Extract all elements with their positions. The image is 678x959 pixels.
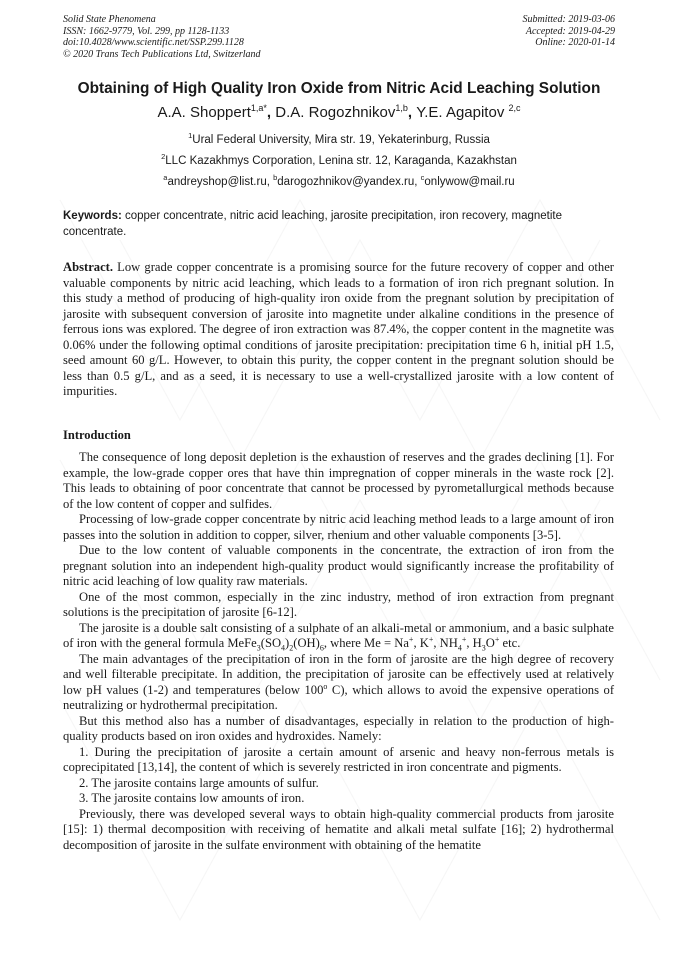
author-separator: , <box>266 104 276 121</box>
formula-text: ) <box>285 636 290 650</box>
formula-text: , K <box>413 636 429 650</box>
paragraph: One of the most common, especially in the zinc industry, method of iron extraction from pregnant solutions is the precipitation of jarosite [6-12]. <box>63 589 614 619</box>
formula-superscript: + <box>494 634 500 644</box>
list-item: 2. The jarosite contains large amounts of sulfur. <box>79 775 319 790</box>
paragraph-advantages <box>63 652 614 714</box>
affiliation-2 <box>0 152 678 167</box>
journal-copyright: © 2020 Trans Tech Publications Ltd, Switzerland <box>63 48 261 60</box>
affiliation-text: Ural Federal University, Mira str. 19, Yekaterinburg, Russia <box>192 133 490 146</box>
author-affiliation-mark: 1,b <box>395 103 408 113</box>
formula-subscript: 6 <box>319 643 324 653</box>
paragraph: Processing of low-grade copper concentrate by nitric acid leaching method leads to a large amount of iron passes into the solution in addition to copper, silver, rhenium and other valuable components [3-5]. <box>63 512 614 542</box>
author-name: Y.E. Agapitov <box>416 104 509 121</box>
author-name: D.A. Rogozhnikov <box>275 104 396 121</box>
author-list <box>0 103 678 121</box>
formula-text: etc. <box>499 636 521 650</box>
email-link[interactable]: darogozhnikov@yandex.ru, <box>277 175 421 188</box>
abstract-text: Low grade copper concentrate is a promising source for the future recovery of copper and other valuable components by nitric acid leaching, which leads to a formation of iron rich pregnant solution. In this study a method of producing of high-quality iron oxide from the pregnant solution by precipitation of jarosite with subsequent conversion of jarosite into magnetite under alkaline conditions in the presence of ferrous ions was explored. The degree of iron extraction was 87.4%, the copper content in the magnetite was 0.06% under the following optimal conditions of jarosite precipitation: precipitation time 6 h, initial pH 1.5, seed amount 60 g/L. However, to obtain this purity, the copper content in the pregnant solution should be less than 0.5 g/L, and as a seed, it is necessary to use a well-crystallized jarosite with a low content of impurities. <box>63 260 614 398</box>
formula-superscript: + <box>408 634 414 644</box>
author-separator: , <box>407 104 417 121</box>
affiliation-mark: 2 <box>161 152 166 161</box>
paragraph-text: The main advantages of the precipitation of iron in the form of jarosite are the high degree of recovery and well filterable precipitate. In addition, the precipitation of jarosite can be effectively used at relatively low pH values (1-2) and temperatures (below 100 <box>63 651 614 697</box>
abstract-label: Abstract. <box>63 260 114 274</box>
section-heading-introduction: Introduction <box>63 428 131 442</box>
paragraph: But this method also has a number of disadvantages, especially in relation to the production of high-quality products based on iron oxides and hydroxides. Namely: <box>63 713 614 743</box>
paragraph: Previously, there was developed several ways to obtain high-quality commercial products from jarosite [15]: 1) thermal decomposition with receiving of hematite and alkali metal sulfate [16]; 2) hydrothermal decomposition of jarosite in the sulfate environment with obtaining of the hematite <box>63 806 614 852</box>
keywords <box>63 208 614 240</box>
formula-subscript: 3 <box>256 643 261 653</box>
formula-text: , where Me = Na <box>323 636 409 650</box>
formula-subscript: 4 <box>457 643 462 653</box>
keywords-label: Keywords: <box>63 210 122 222</box>
keywords-text: copper concentrate, nitric acid leaching, jarosite precipitation, iron recovery, magnetite concentrate. <box>63 210 563 238</box>
paper-title: Obtaining of High Quality Iron Oxide from Nitric Acid Leaching Solution <box>77 80 601 97</box>
degree-superscript: o <box>323 681 328 691</box>
journal-issn: ISSN: 1662-9779, Vol. 299, pp 1128-1133 <box>63 25 230 37</box>
introduction-body <box>63 450 614 853</box>
email-mark: c <box>420 173 425 182</box>
list-item: 3. The jarosite contains low amounts of iron. <box>79 791 305 805</box>
formula-text: O <box>485 636 495 650</box>
affiliation-mark: 1 <box>188 131 193 140</box>
paragraph-text: C), which allows to avoid the expensive operations of neutralizing or hydrothermal precipitation. <box>63 682 615 712</box>
list-item: 1. During the precipitation of jarosite a certain amount of arsenic and heavy non-ferrous metals is coprecipitated [13,14], the content of which is severely restricted in iron concentrate and pigments. <box>63 744 614 774</box>
formula-text: The jarosite is a double salt consisting of a sulphate of an alkali-metal or ammonium, and a basic sulphate of iron with the general formula MeFe <box>63 620 614 650</box>
submission-dates <box>523 14 616 49</box>
author-name: A.A. Shoppert <box>157 104 251 121</box>
journal-info <box>63 14 261 60</box>
journal-doi: doi:10.4028/www.scientific.net/SSP.299.1128 <box>63 37 244 48</box>
email-mark: b <box>273 173 278 182</box>
formula-text: , H <box>466 636 482 650</box>
date-accepted: Accepted: 2019-04-29 <box>525 25 615 37</box>
author-affiliation-mark: 2,c <box>508 103 521 113</box>
formula-text: , NH <box>433 636 458 650</box>
formula-superscript: + <box>428 634 434 644</box>
paragraph-jarosite-formula <box>63 621 614 652</box>
author-emails <box>0 173 678 188</box>
date-online: Online: 2020-01-14 <box>535 37 615 48</box>
email-link[interactable]: onlywow@mail.ru <box>424 175 515 188</box>
affiliation-text: LLC Kazakhmys Corporation, Lenina str. 12, Karaganda, Kazakhstan <box>165 154 517 167</box>
date-submitted: Submitted: 2019-03-06 <box>522 14 615 25</box>
author-affiliation-mark: 1,a* <box>250 103 267 113</box>
formula-text: (OH) <box>293 636 320 650</box>
formula-subscript: 4 <box>281 643 286 653</box>
paragraph: Due to the low content of valuable components in the concentrate, the extraction of iron from the pregnant solution into an independent high-quality product would significantly increase the profitability of nitric acid leaching of low quality raw materials. <box>63 543 614 588</box>
paragraph: The consequence of long deposit depletion is the exhaustion of reserves and the grades declining [1]. For example, the low-grade copper ores that have thin impregnation of copper minerals in the waste rock [2]. This leads to obtaining of poor concentrate that cannot be processed by pyrometallurgical methods because of the low content of copper and sulfides. <box>63 450 614 511</box>
formula-text: (SO <box>260 636 282 650</box>
formula-superscript: + <box>461 634 467 644</box>
abstract <box>63 260 614 400</box>
email-link[interactable]: andreyshop@list.ru, <box>167 175 274 188</box>
affiliation-1 <box>0 131 678 146</box>
formula-subscript: 2 <box>289 643 294 653</box>
formula-subscript: 3 <box>481 643 486 653</box>
email-mark: a <box>163 173 168 182</box>
journal-name: Solid State Phenomena <box>63 14 156 25</box>
